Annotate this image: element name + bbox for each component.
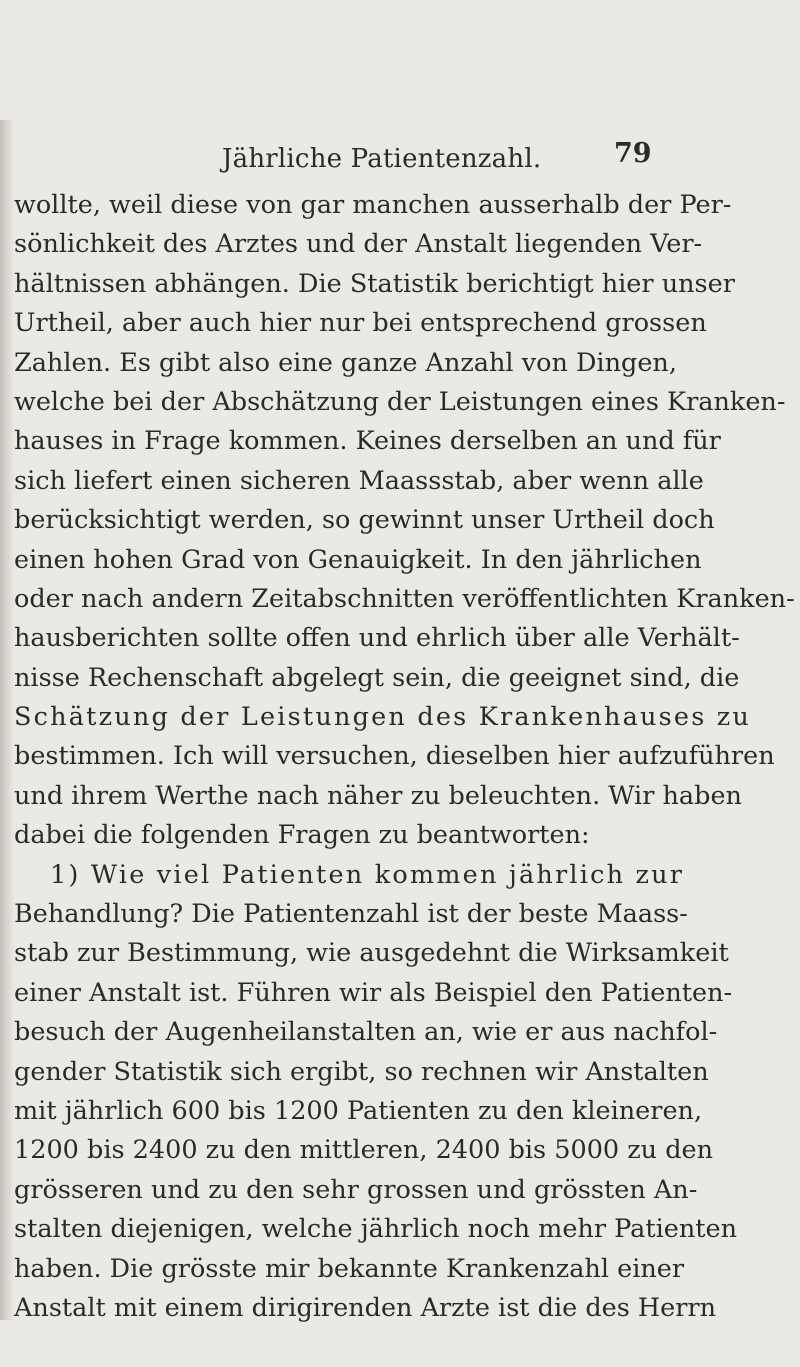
gutter-shadow <box>0 120 14 1320</box>
text-line: oder nach andern Zeitabschnitten veröffentlichten Kranken- <box>14 583 795 614</box>
text-line: bestimmen. Ich will versuchen, dieselben hier aufzuführen <box>14 741 775 772</box>
text-line: grösseren und zu den sehr grossen und grössten An- <box>14 1174 698 1205</box>
text-line: einer Anstalt ist. Führen wir als Beispiel den Patienten- <box>14 977 733 1008</box>
text-line: gender Statistik sich ergibt, so rechnen wir Anstalten <box>14 1056 709 1087</box>
page-number: 79 <box>614 138 652 169</box>
text-line: sönlichkeit des Arztes und der Anstalt liegenden Ver- <box>14 229 703 260</box>
text-line: dabei die folgenden Fragen zu beantworten: <box>14 820 590 851</box>
text-line: haben. Die grösste mir bekannte Krankenzahl einer <box>14 1253 685 1284</box>
text-line: Behandlung? Die Patientenzahl ist der beste Maass- <box>14 899 688 930</box>
text-line: einen hohen Grad von Genauigkeit. In den jährlichen <box>14 544 702 575</box>
text-line: 1200 bis 2400 zu den mittleren, 2400 bis 5000 zu den <box>14 1135 714 1166</box>
running-title: Jährliche Patientenzahl. <box>222 144 542 174</box>
text-line: nisse Rechenschaft abgelegt sein, die geeignet sind, die <box>14 662 740 693</box>
text-line: welche bei der Abschätzung der Leistungen eines Kranken- <box>14 386 786 417</box>
text-line: und ihrem Werthe nach näher zu beleuchten. Wir haben <box>14 780 742 811</box>
question-heading: 1) Wie viel Patienten kommen jährlich zur <box>50 859 685 890</box>
text-line: mit jährlich 600 bis 1200 Patienten zu den kleineren, <box>14 1095 703 1126</box>
text-line: Urtheil, aber auch hier nur bei entsprechend grossen <box>14 308 707 339</box>
text-line: stalten diejenigen, welche jährlich noch mehr Patienten <box>14 1214 738 1245</box>
text-line: hältnissen abhängen. Die Statistik berichtigt hier unser <box>14 268 735 299</box>
text-line: Zahlen. Es gibt also eine ganze Anzahl von Dingen, <box>14 347 677 378</box>
text-line: Schätzung der Leistungen des Krankenhauses zu <box>14 702 752 733</box>
text-line: stab zur Bestimmung, wie ausgedehnt die Wirksamkeit <box>14 938 729 969</box>
text-line: Anstalt mit einem dirigirenden Arzte ist die des Herrn <box>14 1292 717 1323</box>
body-text <box>14 186 795 1328</box>
page-header <box>0 138 800 184</box>
text-line: besuch der Augenheilanstalten an, wie er aus nachfol- <box>14 1017 718 1048</box>
text-line: hausberichten sollte offen und ehrlich über alle Verhält- <box>14 623 740 654</box>
text-line: wollte, weil diese von gar manchen ausserhalb der Per- <box>14 190 732 220</box>
text-line: hauses in Frage kommen. Keines derselben an und für <box>14 426 721 457</box>
text-line: sich liefert einen sicheren Maassstab, aber wenn alle <box>14 465 704 496</box>
text-line: berücksichtigt werden, so gewinnt unser Urtheil doch <box>14 505 715 536</box>
